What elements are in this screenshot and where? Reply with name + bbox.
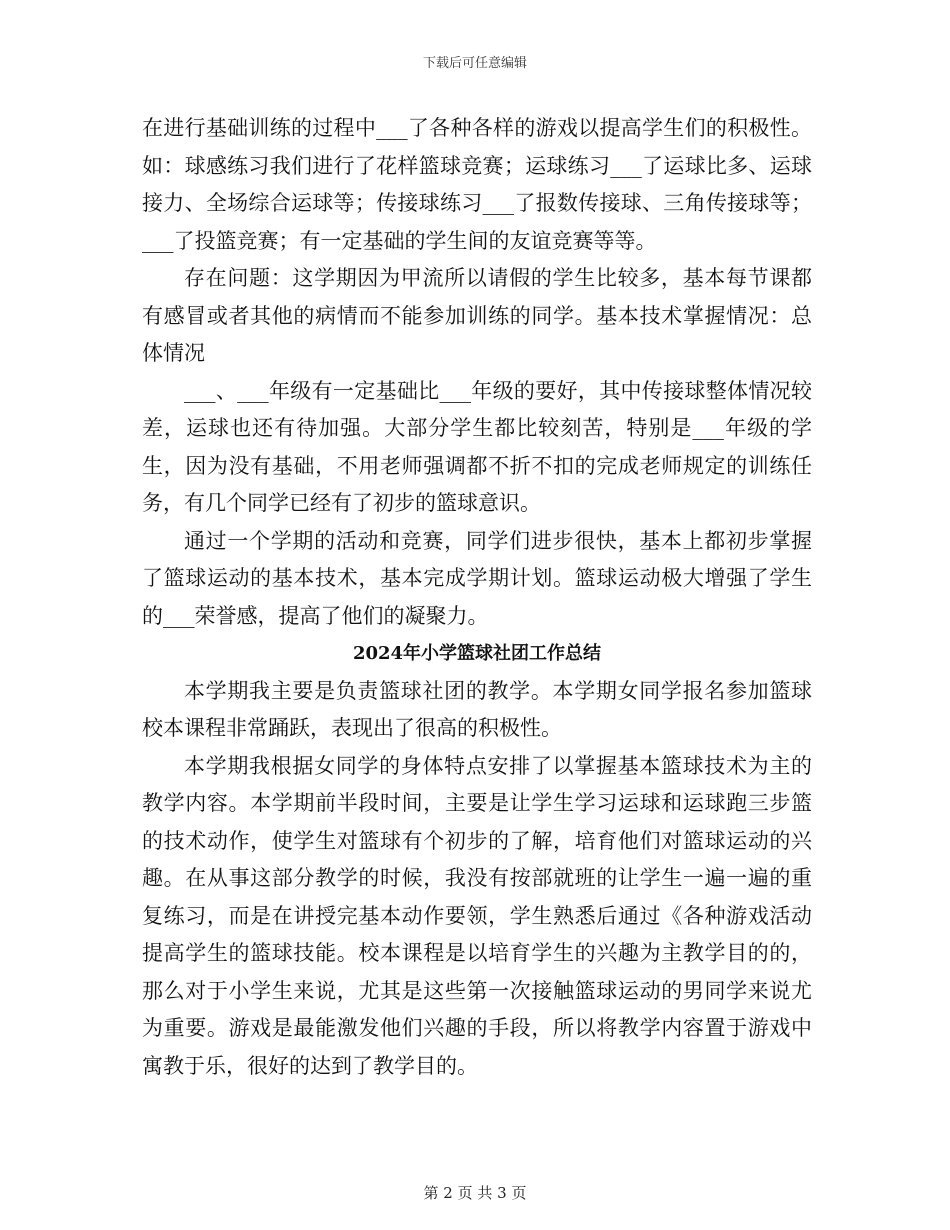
section-heading: 2024年小学篮球社团工作总结 (352, 643, 602, 664)
page-header: 下载后可任意编辑 (422, 56, 527, 71)
paragraph-intro: 本学期我主要是负责篮球社团的教学。本学期女同学报名参加篮球校本课程非常踊跃，表现出了很高的积极性。 (142, 678, 812, 740)
page-number: 第 2 页 共 3 页 (423, 1184, 527, 1202)
paragraph-progress: 通过一个学期的活动和竞赛，同学们进步很快，基本上都初步掌握了篮球运动的基本技术，基本完成学期计划。篮球运动极大增强了学生的___荣誉感，提高了他们的凝聚力。 (142, 528, 812, 628)
paragraph-problems: 存在问题：这学期因为甲流所以请假的学生比较多，基本每节课都有感冒或者其他的病情而不能参加训练的同学。基本技术掌握情况：总体情况 (142, 266, 812, 365)
document-body (142, 110, 812, 1085)
paragraph-grade-situation: ___、___年级有一定基础比___年级的要好，其中传接球整体情况较差，运球也还有待加强。大部分学生都比较刻苦，特别是___年级的学生，因为没有基础，不用老师强调都不折不扣的完成老师规定的训练任务，有几个同学已经有了初步的篮球意识。 (142, 378, 812, 515)
paragraph-games-training: 在进行基础训练的过程中___了各种各样的游戏以提高学生们的积极性。如：球感练习我们进行了花样篮球竞赛；运球练习___了运球比多、运球接力、全场综合运球等；传接球练习___了报数传接球、三角传接球等；___了投篮竞赛；有一定基础的学生间的友谊竞赛等等。 (142, 116, 812, 253)
paragraph-teaching-content: 本学期我根据女同学的身体特点安排了以掌握基本篮球技术为主的教学内容。本学期前半段时间，主要是让学生学习运球和运球跑三步篮的技术动作，使学生对篮球有个初步的了解，培育他们对篮球运动的兴趣。在从事这部分教学的时候，我没有按部就班的让学生一遍一遍的重复练习，而是在讲授完基本动作要领，学生熟悉后通过《各种游戏活动提高学生的篮球技能。校本课程是以培育学生的兴趣为主教学目的的，那么对于小学生来说，尤其是这些第一次接触篮球运动的男同学来说尤为重要。游戏是最能激发他们兴趣的手段，所以将教学内容置于游戏中寓教于乐，很好的达到了教学目的。 (142, 753, 812, 1078)
